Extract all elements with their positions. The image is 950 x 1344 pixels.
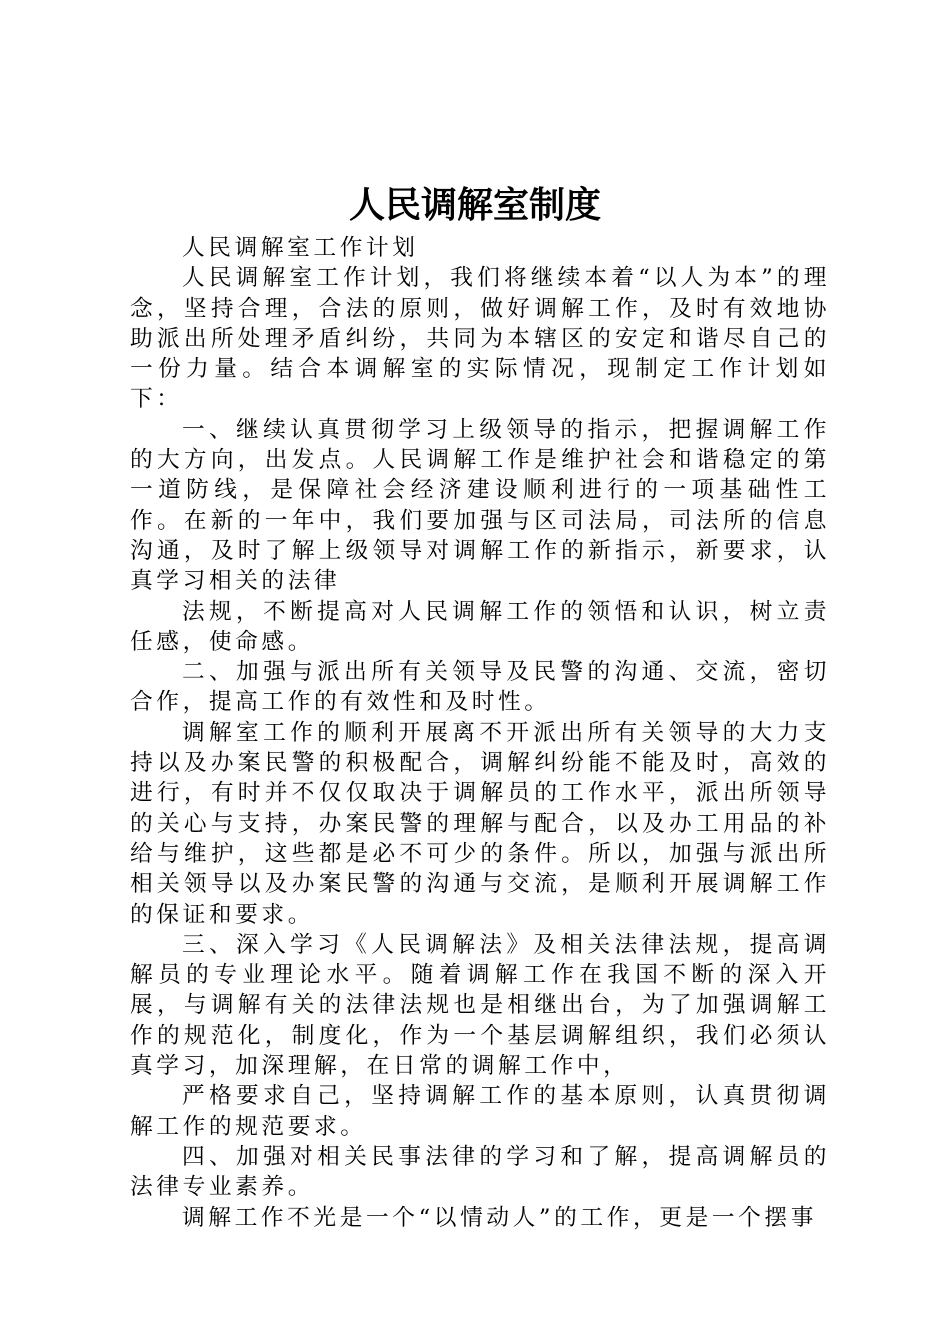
document-body — [130, 233, 830, 1233]
paragraph: 四、加强对相关民事法律的学习和了解，提高调解员的法律专业素养。 — [130, 1143, 830, 1201]
paragraph: 调解工作不光是一个“以情动人”的工作，更是一个摆事 — [182, 1204, 818, 1231]
document-title: 人民调解室制度 — [348, 185, 601, 226]
paragraph: 人民调解室工作计划 — [182, 235, 419, 261]
paragraph: 二、加强与派出所有关领导及民警的沟通、交流，密切合作，提高工作的有效性和及时性。 — [130, 659, 830, 716]
paragraph: 人民调解室工作计划，我们将继续本着“以人为本”的理念，坚持合理，合法的原则，做好调解工作，及时有效地协助派出所处理矛盾纠纷，共同为本辖区的安定和谐尽自己的一份力量。结合本调解室的实际情况，现制定工作计划如下： — [130, 265, 830, 413]
paragraph: 严格要求自己，坚持调解工作的基本原则，认真贯彻调解工作的规范要求。 — [130, 1083, 830, 1140]
paragraph: 三、深入学习《人民调解法》及相关法律法规，提高调解员的专业理论水平。随着调解工作在我国不断的深入开展，与调解有关的法律法规也是相继出台，为了加强调解工作的规范化，制度化，作为一个基层调解组织，我们必须认真学习，加深理解，在日常的调解工作中， — [130, 931, 830, 1080]
paragraph: 法规，不断提高对人民调解工作的领悟和认识，树立责任感，使命感。 — [130, 598, 830, 655]
paragraph: 一、继续认真贯彻学习上级领导的指示，把握调解工作的大方向，出发点。人民调解工作是维护社会和谐稳定的第一道防线，是保障社会经济建设顺利进行的一项基础性工作。在新的一年中，我们要加强与区司法局，司法所的信息沟通，及时了解上级领导对调解工作的新指示，新要求，认真学习相关的法律 — [130, 416, 830, 595]
paragraph: 调解室工作的顺利开展离不开派出所有关领导的大力支持以及办案民警的积极配合，调解纠纷能不能及时，高效的进行，有时并不仅仅取决于调解员的工作水平，派出所领导的关心与支持，办案民警的理解与配合，以及办工用品的补给与维护，这些都是必不可少的条件。所以，加强与派出所相关领导以及办案民警的沟通与交流，是顺利开展调解工作的保证和要求。 — [130, 719, 830, 928]
